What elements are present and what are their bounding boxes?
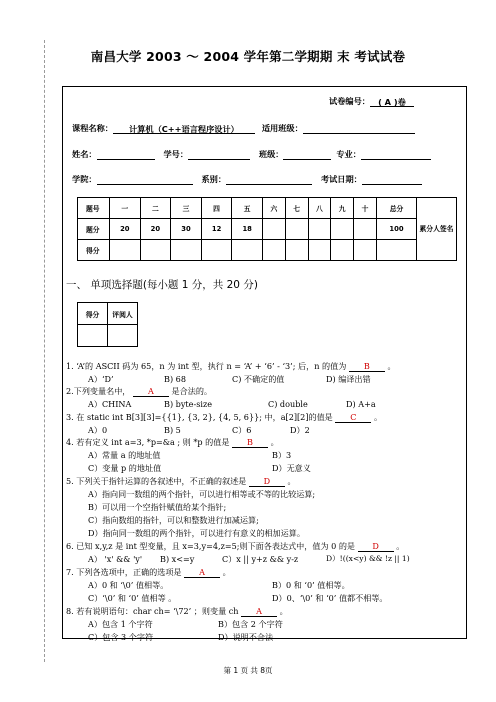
question-6	[66, 541, 404, 552]
option-b: B）0 和 ‘0’ 值相等。	[272, 580, 350, 590]
paper-no-label: 试卷编号：	[329, 96, 370, 106]
option-c: C）‘\0’ 和 ‘0’ 值相等 。	[88, 593, 177, 603]
school-row	[72, 174, 422, 185]
score-cell: 100	[377, 219, 417, 240]
option-b: B) 68	[164, 374, 186, 384]
option-d: D) A+a	[346, 399, 376, 409]
question-5	[66, 476, 296, 487]
option-b: B) 5	[164, 425, 181, 435]
score-cell	[308, 219, 331, 240]
paper-no-row	[329, 96, 414, 107]
name-label: 姓名：	[72, 149, 97, 159]
score-got-row	[78, 240, 457, 261]
question-end: 。	[222, 567, 231, 577]
dept-label: 系别：	[201, 174, 227, 184]
answer-blank[interactable]: A	[133, 386, 169, 397]
exam-title: 南昌大学 2003 ～ 2004 学年第二学期期 末 考试试卷	[90, 49, 406, 64]
score-points-row	[78, 219, 457, 240]
question-stem: 4. 若有定义 int a=3, *p=&a ; 则 *p 的值是	[66, 437, 230, 447]
question-2	[66, 386, 212, 397]
option-d: D）说明不合法	[218, 632, 274, 642]
option-d: D）无意义	[272, 463, 311, 473]
date-label: 考试日期：	[320, 174, 362, 184]
score-input[interactable]	[140, 240, 171, 261]
option-b: B) byte-size	[164, 399, 213, 409]
option-c: C) 不确定的值	[232, 374, 285, 384]
score-cell: 九	[331, 198, 354, 219]
question-stem: 2.下列变量名中，	[66, 386, 131, 396]
score-cell	[262, 219, 285, 240]
option-c: C）指向数组的指针，可以和整数进行加减运算;	[88, 515, 259, 525]
course-label: 课程名称：	[72, 123, 113, 133]
option-c: C）变量 p 的地址值	[88, 463, 162, 473]
option-a: A）包含 1 个字符	[88, 619, 153, 629]
score-cell: 十	[354, 198, 377, 219]
score-cell: 四	[201, 198, 232, 219]
page-footer: 第 1 页 共 8页	[223, 666, 273, 675]
answer-blank[interactable]: B	[232, 437, 268, 448]
option-d: D）!((x<y) && !z || 1)	[326, 554, 410, 563]
option-a: A）CHINA	[88, 399, 132, 409]
option-b: B）包含 2 个字符	[218, 619, 283, 629]
option-a: A）指向同一数组的两个指针，可以进行相等或不等的比较运算;	[88, 489, 316, 499]
score-input[interactable]	[262, 240, 285, 261]
answer-blank[interactable]: D	[358, 541, 394, 552]
accumulator-signature: 累分人签名	[417, 198, 457, 261]
score-input[interactable]	[331, 240, 354, 261]
student-row	[72, 149, 431, 160]
grader-name-label: 评阅人	[108, 303, 138, 325]
question-end: 是合法的。	[171, 386, 213, 396]
answer-blank[interactable]: D	[249, 476, 285, 487]
option-a: A）‘D’	[88, 374, 114, 384]
option-a: A）常量 a 的地址值	[88, 450, 161, 460]
option-c: C) double	[268, 399, 308, 409]
id-label: 学号：	[163, 149, 189, 159]
score-cell: 六	[262, 198, 285, 219]
question-7	[66, 567, 231, 578]
paper-no-value: ( A )卷	[370, 97, 414, 107]
answer-blank[interactable]: A	[184, 567, 220, 578]
option-b: B）可以用一个空指针赋值给某个指针;	[88, 502, 227, 512]
name-field[interactable]	[97, 150, 155, 160]
question-end: 。	[396, 541, 405, 551]
score-cell: 20	[110, 219, 141, 240]
option-a: A） 'x' && 'y'	[88, 554, 143, 564]
answer-blank[interactable]: B	[349, 361, 385, 372]
option-d: D）2	[290, 425, 310, 435]
score-input[interactable]	[377, 240, 417, 261]
option-c: C）6	[232, 425, 252, 435]
score-cell: 30	[171, 219, 202, 240]
score-cell: 18	[232, 219, 263, 240]
question-1	[66, 361, 396, 372]
major-field[interactable]	[361, 150, 431, 160]
question-end: 。	[287, 476, 296, 486]
score-cell: 一	[110, 198, 141, 219]
score-cell: 得分	[78, 240, 110, 261]
option-d: D）0、‘\0’ 和 ‘0’ 值都不相等。	[272, 593, 388, 603]
question-stem: 1. ‘A’的 ASCII 码为 65，n 为 int 型，执行 n = ‘A’ + ‘6’ - ‘3’; 后，n 的值为	[66, 361, 347, 371]
score-header-row	[78, 198, 457, 219]
question-8	[66, 606, 288, 617]
option-b: B）3	[272, 450, 292, 460]
option-d: D）指向同一数组的两个指针，可以进行有意义的相加运算。	[88, 528, 305, 538]
class-label: 适用班级：	[261, 123, 303, 133]
score-cell	[354, 219, 377, 240]
score-cell: 七	[285, 198, 308, 219]
score-table	[77, 197, 457, 261]
question-stem: 6. 已知 x,y,z 是 int 型变量，且 x=3,y=4,z=5;则下面各表达式中，值为 0 的是	[66, 541, 356, 551]
option-a: A）0	[88, 425, 108, 435]
score-cell: 题分	[78, 219, 110, 240]
option-c: C）x || y+z && y-z	[222, 554, 299, 564]
score-cell: 五	[232, 198, 263, 219]
score-input[interactable]	[308, 240, 331, 261]
question-end: 。	[279, 606, 288, 616]
score-input[interactable]	[201, 240, 232, 261]
answer-blank[interactable]: C	[335, 412, 371, 423]
score-cell	[331, 219, 354, 240]
college-field[interactable]	[97, 175, 193, 185]
score-cell: 总分	[377, 198, 417, 219]
score-cell: 20	[140, 219, 171, 240]
class-label-2: 班级：	[258, 149, 284, 159]
dept-field[interactable]	[226, 175, 312, 185]
question-stem: 7. 下列各选项中，正确的选项是	[66, 567, 182, 577]
question-stem: 8. 若有说明语句：char ch= ‘\72’ ；则变量 ch	[66, 606, 239, 616]
question-end: 。	[270, 437, 279, 447]
score-input[interactable]	[232, 240, 263, 261]
binding-line	[44, 40, 45, 662]
question-3	[66, 412, 382, 423]
section-heading: 一、 单项选择题(每小题 1 分，共 20 分)	[66, 279, 258, 291]
score-input[interactable]	[110, 240, 141, 261]
question-stem: 5. 下列关于指针运算的各叙述中，不正确的叙述是	[66, 476, 247, 486]
score-cell: 八	[308, 198, 331, 219]
major-label: 专业：	[336, 149, 361, 159]
question-end: 。	[373, 412, 383, 422]
option-c: C）包含 3 个字符	[88, 632, 154, 642]
course-row	[72, 123, 415, 134]
college-label: 学院：	[72, 174, 97, 184]
class-field[interactable]	[303, 124, 415, 134]
option-d: D) 编译出错	[326, 374, 371, 384]
grader-table	[77, 302, 138, 347]
score-input[interactable]	[171, 240, 202, 261]
option-a: A）0 和 ‘\0’ 值相等。	[88, 580, 169, 590]
question-4	[66, 437, 279, 448]
option-b: B) x<=y	[160, 554, 195, 564]
question-end: 。	[387, 361, 396, 371]
score-cell: 12	[201, 219, 232, 240]
score-input[interactable]	[354, 240, 377, 261]
score-cell: 二	[140, 198, 171, 219]
score-cell: 题号	[78, 198, 110, 219]
score-cell: 三	[171, 198, 202, 219]
course-value: 计算机（C++语言程序设计）	[113, 124, 255, 134]
grader-score-input[interactable]	[78, 325, 108, 347]
grader-name-input[interactable]	[108, 325, 138, 347]
question-stem: 3. 在 static int B[3][3]={{1}, {3, 2}, {4, 5, 6}}; 中，a[2][2]的值是	[66, 412, 333, 422]
answer-blank[interactable]: A	[241, 606, 277, 617]
grader-score-label: 得分	[78, 303, 108, 325]
id-field[interactable]	[188, 150, 250, 160]
class-field-2[interactable]	[283, 150, 331, 160]
score-input[interactable]	[285, 240, 308, 261]
score-cell	[285, 219, 308, 240]
date-field[interactable]	[362, 175, 422, 185]
